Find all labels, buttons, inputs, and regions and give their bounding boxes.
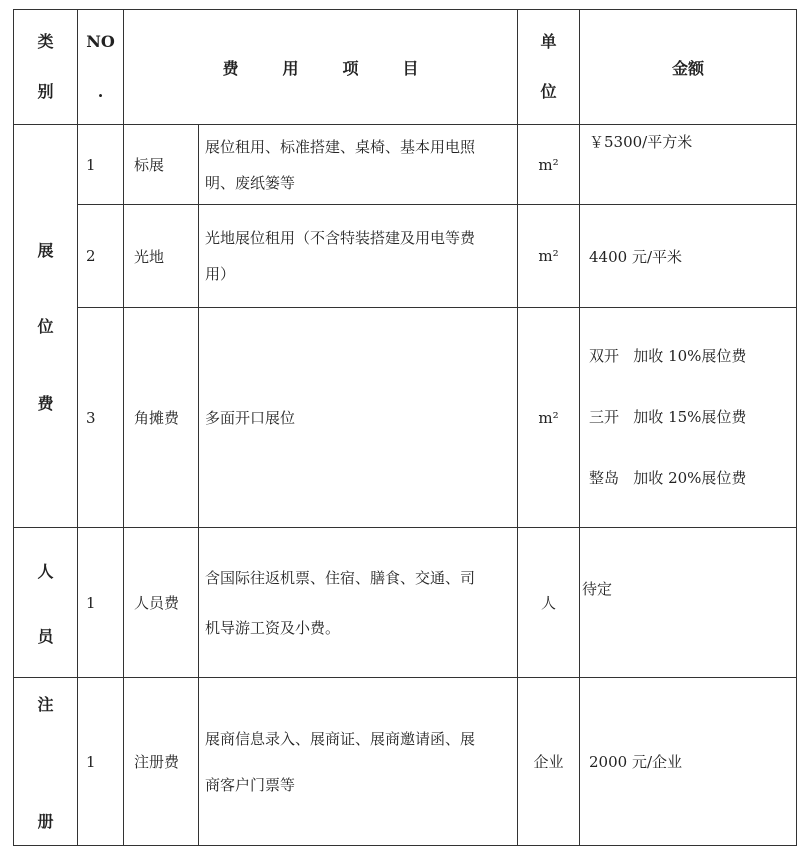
table-row [14,125,797,205]
header-row [14,10,797,125]
table-row [14,308,797,528]
table-row [14,678,797,846]
row-no: 1 [78,125,124,205]
header-fee-item: 费 用 项 目 [124,10,518,125]
row-name: 注册费 [124,678,199,846]
row-price: 4400 元/平米 [580,205,797,308]
row-name: 光地 [124,205,199,308]
row-no: 3 [78,308,124,528]
row-unit: 企业 [518,678,580,846]
row-no: 1 [78,528,124,678]
row-price: 待定 [580,528,797,678]
row-unit: m² [518,125,580,205]
row-name: 人员费 [124,528,199,678]
row-name: 角摊费 [124,308,199,528]
fee-table [13,9,797,846]
header-category: 类 别 [14,10,78,125]
row-description: 光地展位租用（不含特装搭建及用电等费 用） [199,205,518,308]
row-unit: m² [518,205,580,308]
header-amount: 金额 [580,10,797,125]
table-row [14,205,797,308]
category-booth-fee: 展 位 费 [14,125,78,528]
row-name: 标展 [124,125,199,205]
row-description: 展商信息录入、展商证、展商邀请函、展 商客户门票等 [199,678,518,846]
row-no: 1 [78,678,124,846]
row-description: 多面开口展位 [199,308,518,528]
row-price: 2000 元/企业 [580,678,797,846]
fee-table-wrapper [13,9,797,846]
row-no: 2 [78,205,124,308]
row-description: 展位租用、标准搭建、桌椅、基本用电照 明、废纸篓等 [199,125,518,205]
table-row [14,528,797,678]
row-price: ￥5300/平方米 [580,125,797,205]
row-description: 含国际往返机票、住宿、膳食、交通、司 机导游工资及小费。 [199,528,518,678]
category-registration-fee: 注 册 [14,678,78,846]
row-unit: 人 [518,528,580,678]
row-unit: m² [518,308,580,528]
category-staff-fee: 人 员 [14,528,78,678]
header-no: NO . [78,10,124,125]
header-unit: 单 位 [518,10,580,125]
row-price: 双开 加收 10%展位费 三开 加收 15%展位费 整岛 加收 20%展位费 [580,308,797,528]
